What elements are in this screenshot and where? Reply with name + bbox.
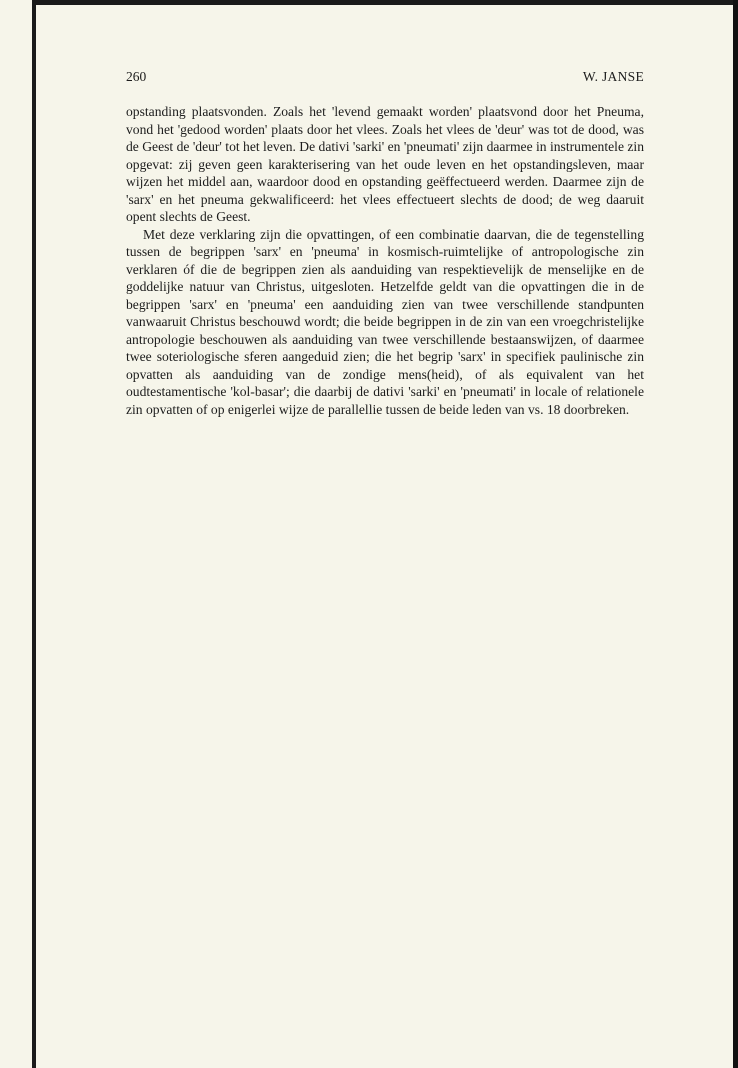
body-text: [126, 103, 644, 418]
running-head: W. JANSE: [582, 69, 644, 84]
scan-border-left: [32, 0, 36, 1068]
scan-border-right: [733, 0, 738, 1068]
scan-border-top: [32, 0, 738, 5]
page-number: 260: [126, 69, 147, 84]
page-header: [126, 69, 644, 87]
paragraph: Met deze verklaring zijn die opvattingen, of een combinatie daarvan, die de tegenstelling tussen de begrippen 'sarx' en 'pneuma' in kosmisch-ruimtelijke of antropologische zin verklaren óf die de begrippen zien als aanduiding van respektievelijk de menselijke en de goddelijke natuur van Christus, uitgesloten. Hetzelfde geldt van die opvattingen die in de begrippen 'sarx' en 'pneuma' een aanduiding zien van twee verschillende standpunten vanwaaruit Christus beschouwd wordt; die beide begrippen in de zin van een vroegchristelijke antropologie beschouwen als aanduiding van twee verschillende bestaanswijzen, of daarmee twee soteriologische sferen aangeduid zien; die het begrip 'sarx' in specifiek paulinische zin opvatten als aanduiding van de zondige mens(heid), of als equivalent van het oudtestamentische 'kol-basar'; die daarbij de dativi 'sarki' en 'pneumati' in locale of relationele zin opvatten of op enigerlei wijze de parallellie tussen de beide leden van vs. 18 doorbreken.: [126, 226, 644, 417]
paragraph: opstanding plaatsvonden. Zoals het 'levend gemaakt worden' plaatsvond door het Pneuma, vond het 'gedood worden' plaats door het vlees. Zoals het vlees de 'deur' was tot de dood, was de Geest de 'deur' tot het leven. De dativi 'sarki' en 'pneumati' zijn daarmee in instrumentele zin opgevat: zij geven geen karakterisering van het oude leven en het opstandingsleven, maar wijzen het middel aan, waardoor dood en opstanding geëffectueerd werden. Daarmee zijn de 'sarx' en het pneuma gekwalificeerd: het vlees effectueert slechts de dood; de weg daaruit opent slechts de Geest.: [126, 104, 644, 224]
